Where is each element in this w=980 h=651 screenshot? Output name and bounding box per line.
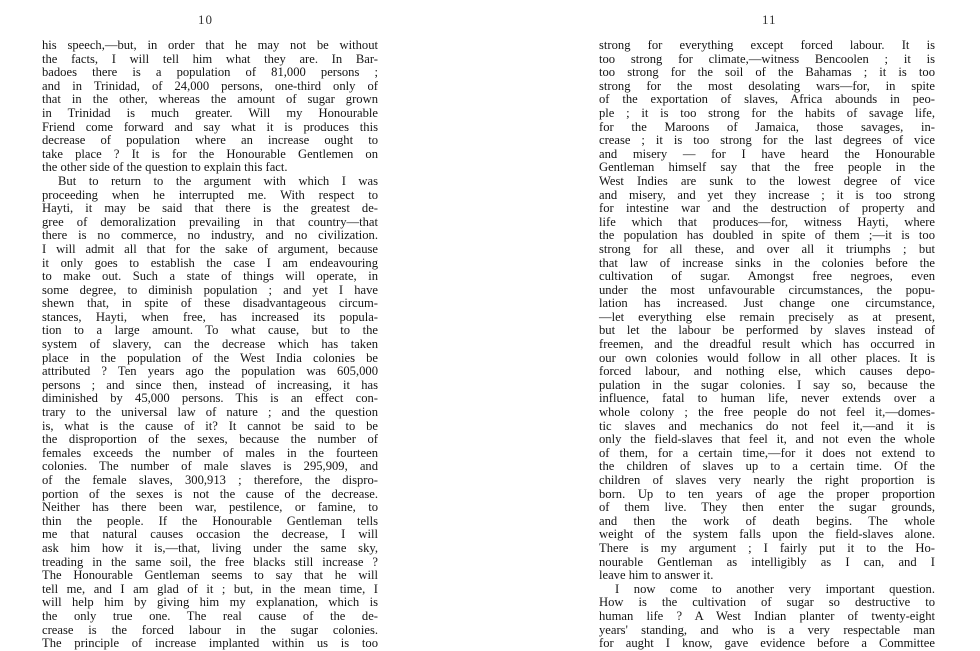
text-line: for intestine war and the destruction of property and [599,201,935,216]
text-line: ask him how it is,—that, living under the same sky, [42,540,378,555]
text-line: nourable Gentleman as intelligibly as I can, and I [599,554,935,569]
text-line: the only true one. The real cause of the de- [42,608,378,623]
text-line: treading in the same soil, the free blacks still increase ? [42,554,378,569]
text-line: for the Maroons of Jamaica, those savages, in- [599,119,935,134]
text-line: proceeding when he interrupted me. With respect to [42,187,378,202]
text-line: gree of demoralization prevailing in that country—that [42,214,378,229]
text-line: his speech,—but, in order that he may not be without [42,38,378,52]
text-line: system of slavery, can the decrease which has taken [42,337,378,352]
text-line: cultivation of sugar. Amongst free negroes, even [599,269,935,284]
text-line: strong for the most desolating wars—for, in spite [599,78,935,93]
text-line: that in the other, whereas the amount of sugar grown [42,92,378,107]
text-line: years' standing, and who is a very respectable man [599,622,935,637]
text-line: lation has increased. Just change one circumstance, [599,296,935,311]
text-line: life which that produces—for, witness Hayti, where [599,214,935,229]
text-line: only the field-slaves that feel it, and not even the whole [599,432,935,447]
text-line: strong for all these, and over all it triumphs ; but [599,241,935,256]
text-line: females exceeds the number of males in the fourteen [42,445,378,460]
text-line: stances, Hayti, when free, has increased its popula- [42,309,378,324]
text-line: of them, for a certain time,—for it does not extend to [599,445,935,460]
text-line: place in the population of the West India colonies be [42,350,378,365]
text-line: but let the labour be performed by slaves instead of [599,323,935,338]
text-line: thin the people. If the Honourable Gentleman tells [42,513,378,528]
text-line: Friend come forward and say what it is produces this [42,119,378,134]
text-line: West Indies are sunk to the lowest degree of vice [599,173,935,188]
text-line: Gentleman himself say that the free people in the [599,160,935,175]
text-line: born. Up to ten years of age the proper proportion [599,486,935,501]
text-line: The Honourable Gentleman seems to say that he will [42,568,378,583]
left-page-text [42,39,378,651]
text-line: pulation in the sugar colonies. I say so, because the [599,377,935,392]
text-line: colonies. The number of male slaves is 295,909, and [42,459,378,474]
text-line: I now come to another very important question. [615,581,935,596]
text-line: shewn that, in spite of these disadvantageous circum- [42,296,378,311]
text-line: under the most unfavourable circumstances, the popu- [599,282,935,297]
text-line: tic slaves and mechanics do not feel it,—and it is [599,418,935,433]
text-line: trary to the universal law of nature ; and the question [42,405,378,420]
text-line: attributed ? Ten years ago the population was 605,000 [42,364,378,379]
text-line: our own colonies would follow in all other places. It is [599,350,935,365]
text-line: and misery — for I have heard the Honourable [599,146,935,161]
text-line: to make out. Such a state of things will operate, in [42,269,378,284]
text-line: tell me, and I am glad of it ; but, in the mean time, I [42,581,378,596]
text-line: of them live. They then enter the sugar grounds, [599,500,935,515]
text-line: too strong for climate,—witness Bencoolen ; it is [599,51,935,66]
text-line: is, what is the cause of it? It cannot be said to be [42,418,378,433]
text-line: the disproportion of the sexes, because the number of [42,432,378,447]
text-line: portion of the sexes is not the cause of the decrease. [42,486,378,501]
text-line: children of slaves very nearly the right proportion is [599,473,935,487]
text-line: leave him to answer it. [599,568,714,583]
text-line: Neither has there been war, pestilence, or famine, to [42,500,378,515]
left-page-number: 10 [198,12,213,27]
text-line: diminished by 45,000 persons. This is an effect con- [42,391,378,406]
text-line: human life ? A West Indian planter of twenty-eight [599,608,935,623]
text-line: there is no commerce, no industry, and no civilization. [42,228,378,243]
text-line: too strong for the soil of the Bahamas ; it is too [599,65,935,80]
text-line: weight of the system falls upon the field-slaves alone. [599,527,935,542]
right-page [490,0,980,651]
text-line: How is the cultivation of sugar so destructive to [599,595,935,610]
text-line: the children of slaves up to a certain time. Of the [599,459,935,474]
text-line: —let everything else remain precisely as at present, [599,309,935,324]
text-line: But to return to the argument with which I was [58,173,378,188]
text-line: the other side of the question to explain this fact. [42,160,288,175]
text-line: strong for everything except forced labour. It is [599,38,935,52]
text-line: There is my argument ; I fairly put it to the Ho- [599,540,935,555]
text-line: of the exportation of slaves, Africa abounds in peo- [599,92,935,107]
text-line: ple ; it is too strong for the habits of savage life, [599,105,935,120]
text-line: of the female slaves, 300,913 ; therefore, the dispro- [42,473,378,487]
text-line: the facts, I will tell him what they are. In Bar- [42,51,378,66]
text-line: some degree, to diminish population ; and yet I have [42,282,378,297]
text-line: badoes there is a population of 81,000 persons ; [42,65,378,80]
text-line: I will admit all that for the sake of argument, because [42,241,378,256]
right-page-text [599,39,935,651]
text-line: decrease of population where an increase ought to [42,133,378,148]
text-line: whole colony ; the free people do not feel it,—domes- [599,405,935,420]
text-line: for aught I know, gave evidence before a Committee [599,636,935,651]
text-line: Hayti, it may be said that there is the greatest de- [42,201,378,216]
text-line: persons ; and since then, instead of increasing, it has [42,377,378,392]
text-line: forced labour, and nothing else, which causes depo- [599,364,935,379]
right-page-number: 11 [762,12,777,27]
text-line: take place ? It is for the Honourable Gentlemen on [42,146,378,161]
text-line: crease is the forced labour in the sugar colonies. [42,622,378,637]
text-line: crease ; it is too strong for the last degrees of vice [599,133,935,148]
text-line: will help him by giving him my explanation, which is [42,595,378,610]
text-line: tion to a large amount. To what cause, but to the [42,323,378,338]
text-line: it only goes to establish the case I am endeavouring [42,255,378,270]
text-line: influence, fatal to human life, never extends over a [599,391,935,406]
text-line: and then the work of death begins. The whole [599,513,935,528]
text-line: and misery, and yet they increase ; it is too strong [599,187,935,202]
text-line: and in Trinidad, of 24,000 persons, one-third only of [42,78,378,93]
text-line: me that natural causes occasion the decrease, I will [42,527,378,542]
text-line: The principle of increase implanted within us is too [42,636,378,651]
text-line: the population has doubled in spite of them ;—it is too [599,228,935,243]
text-line: that law of increase sinks in the colonies before the [599,255,935,270]
text-line: freemen, and the dreadful result which has occurred in [599,337,935,352]
text-line: in Trinidad is much greater. Will my Honourable [42,105,378,120]
